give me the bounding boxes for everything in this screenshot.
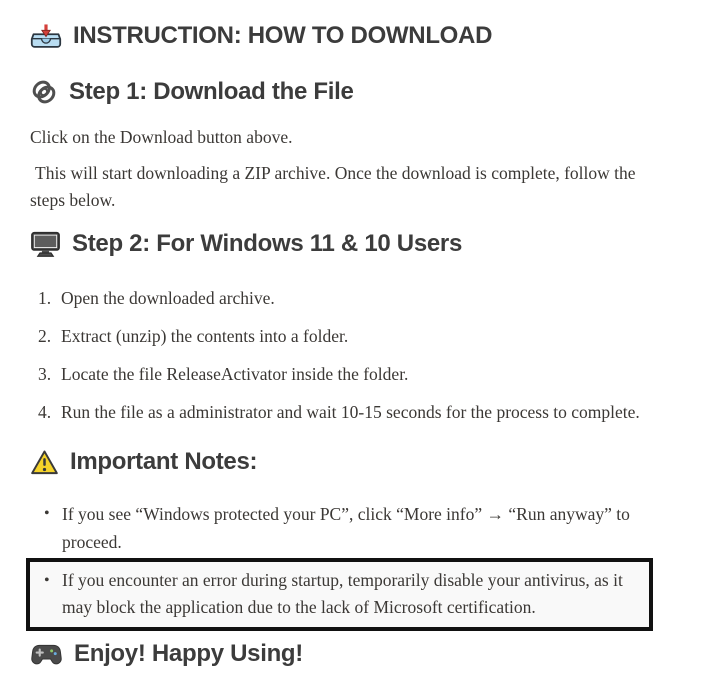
list-item-text: Extract (unzip) the contents into a folder.: [61, 326, 349, 346]
item-number: 4.: [38, 402, 52, 422]
list-item-text: Locate the file ReleaseActivator inside the folder.: [61, 364, 409, 384]
step1-heading: [30, 78, 719, 106]
list-item-text: Run the file as a administrator and wait 10-15 seconds for the process to complete.: [61, 402, 640, 422]
step2-heading-label: Step 2: For Windows 11 & 10 Users: [72, 230, 463, 257]
bullet-list: [44, 567, 635, 621]
notes-heading: [30, 448, 719, 476]
numbered-list: [30, 285, 651, 426]
inbox-tray-icon: [30, 22, 62, 50]
note-item-highlighted: [44, 567, 635, 621]
paragraph-click-download: Click on the Download button above.: [30, 127, 293, 147]
list-item: [38, 399, 651, 426]
bullet-marker: •: [44, 505, 50, 522]
item-number: 3.: [38, 364, 52, 384]
gamepad-icon: [30, 642, 63, 666]
list-item: [38, 323, 651, 350]
item-number: 1.: [38, 288, 52, 308]
notes-heading-label: Important Notes:: [70, 448, 258, 475]
item-number: 2.: [38, 326, 52, 346]
warning-icon: [30, 449, 59, 476]
main-heading-label: INSTRUCTION: HOW TO DOWNLOAD: [73, 22, 493, 49]
note-item-text: If you see “Windows protected your PC”, click “More info” → “Run anyway” to proceed.: [62, 504, 630, 552]
step1-heading-label: Step 1: Download the File: [69, 78, 354, 105]
footer-heading: [30, 640, 719, 668]
link-icon: [30, 78, 58, 106]
main-heading: [30, 22, 719, 50]
bullet-list: [30, 500, 657, 556]
footer-heading-label: Enjoy! Happy Using!: [74, 640, 303, 667]
bullet-marker: •: [44, 572, 50, 589]
list-item-text: Open the downloaded archive.: [61, 288, 275, 308]
list-item: [38, 361, 651, 388]
step2-heading: [30, 230, 719, 258]
list-item: [38, 285, 651, 312]
paragraph-zip-archive: This will start downloading a ZIP archive. Once the download is complete, follow the steps below.: [30, 163, 636, 210]
highlighted-note-box: [26, 558, 653, 631]
note-item: [44, 500, 657, 556]
monitor-icon: [30, 231, 61, 258]
note-item-text: If you encounter an error during startup, temporarily disable your antivirus, as it may block the application due to the lack of Microsoft certification.: [62, 570, 623, 617]
